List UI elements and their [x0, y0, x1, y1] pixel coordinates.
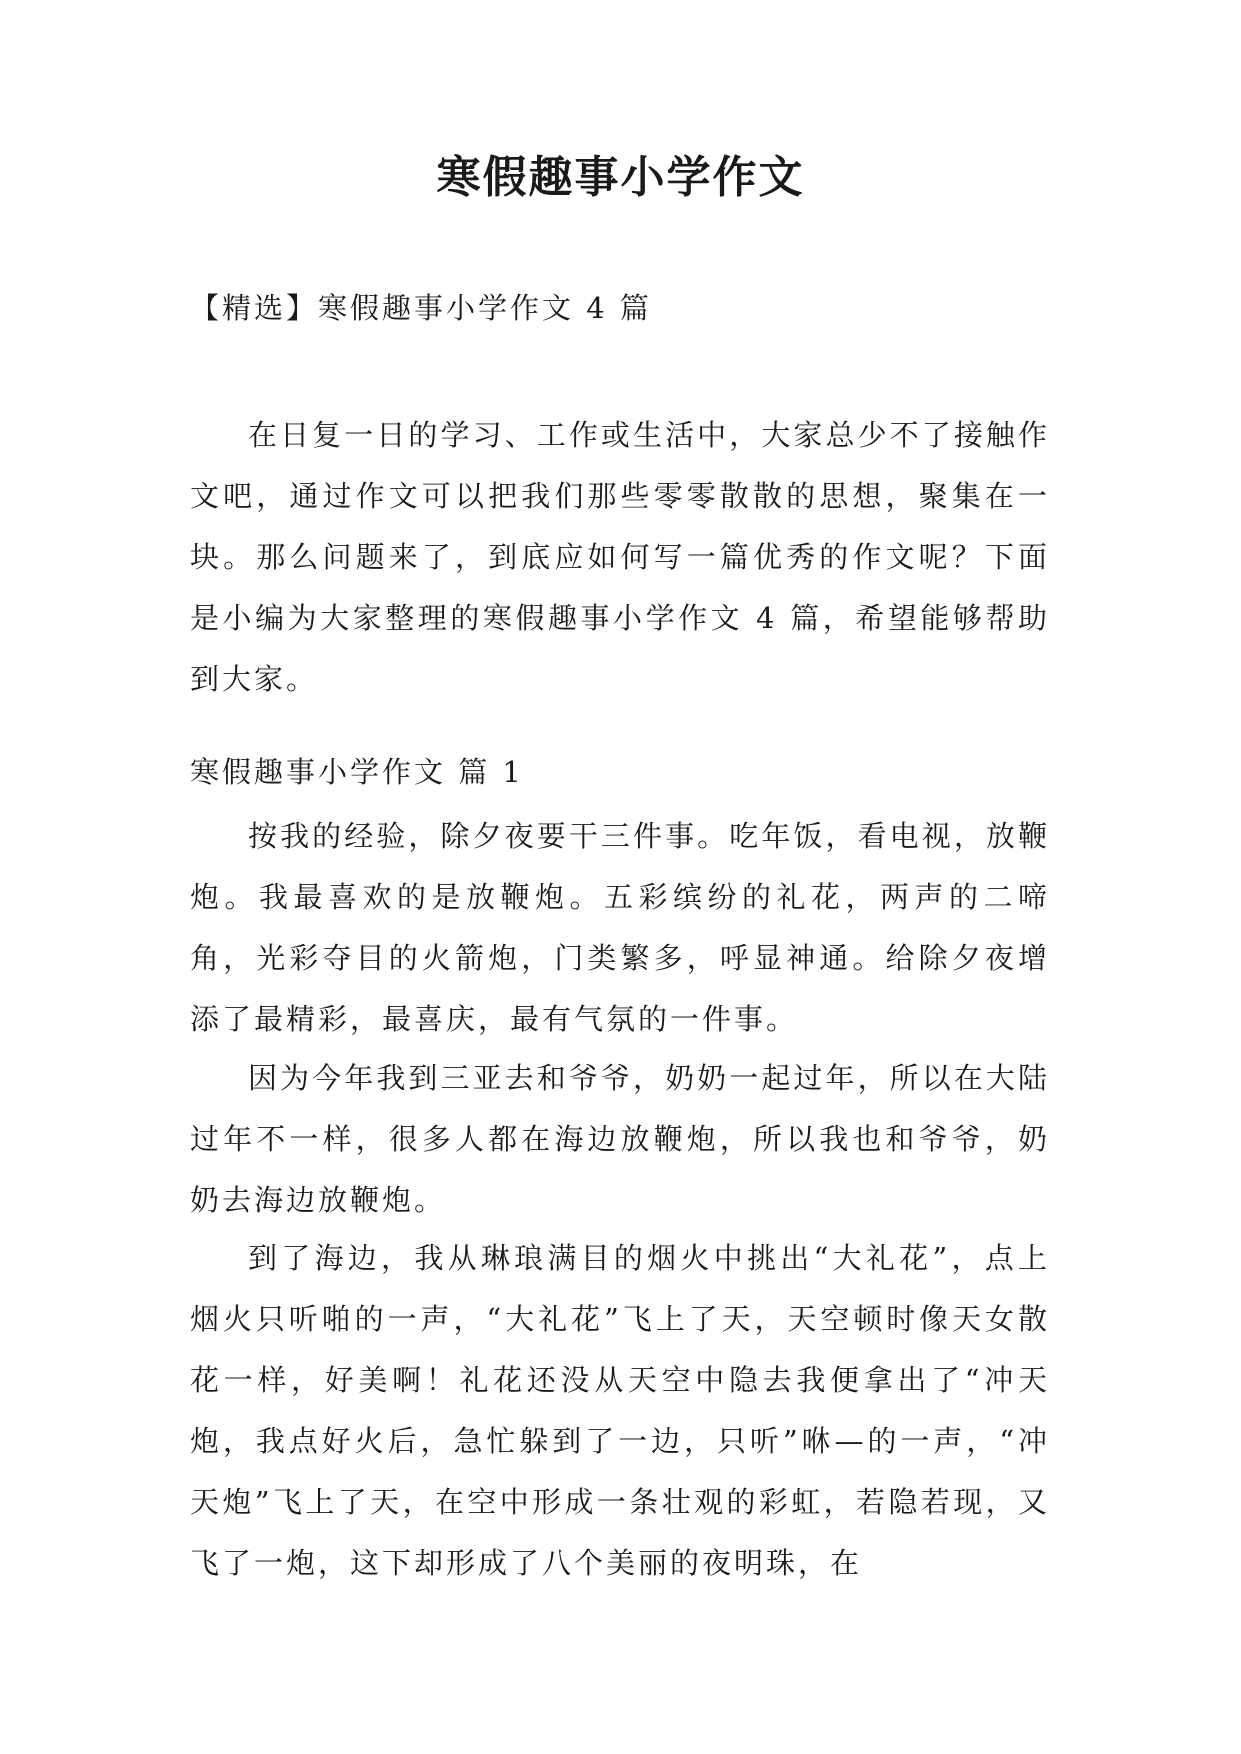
- body-paragraph: 按我的经验，除夕夜要干三件事。吃年饭，看电视，放鞭炮。我最喜欢的是放鞭炮。五彩缤纷的礼花，两声的二啼角，光彩夺目的火箭炮，门类繁多，呼显神通。给除夕夜增添了最精彩，最喜庆，最有气氛的一件事。: [190, 819, 1050, 1036]
- body-paragraph: 到了海边，我从琳琅满目的烟火中挑出“大礼花”，点上烟火只听啪的一声，“大礼花”飞上了天，天空顿时像天女散花一样，好美啊！礼花还没从天空中隐去我便拿出了“冲天炮，我点好火后，急忙躲到了一边，只听”咻—的一声，“冲天炮”飞上了天，在空中形成一条壮观的彩虹，若隐若现，又飞了一炮，这下却形成了八个美丽的夜明珠，在: [190, 1241, 1050, 1580]
- intro-paragraph: 在日复一日的学习、工作或生活中，大家总少不了接触作文吧，通过作文可以把我们那些零零散散的思想，聚集在一块。那么问题来了，到底应如何写一篇优秀的作文呢？下面是小编为大家整理的寒假趣事小学作文 4 篇，希望能够帮助到大家。: [190, 418, 1050, 696]
- document-title: 寒假趣事小学作文: [436, 152, 805, 203]
- section-heading: 寒假趣事小学作文 篇 1: [190, 755, 524, 789]
- document-subtitle: 【精选】寒假趣事小学作文 4 篇: [190, 291, 652, 325]
- body-paragraph: 因为今年我到三亚去和爷爷，奶奶一起过年，所以在大陆过年不一样，很多人都在海边放鞭炮，所以我也和爷爷，奶奶去海边放鞭炮。: [190, 1061, 1050, 1217]
